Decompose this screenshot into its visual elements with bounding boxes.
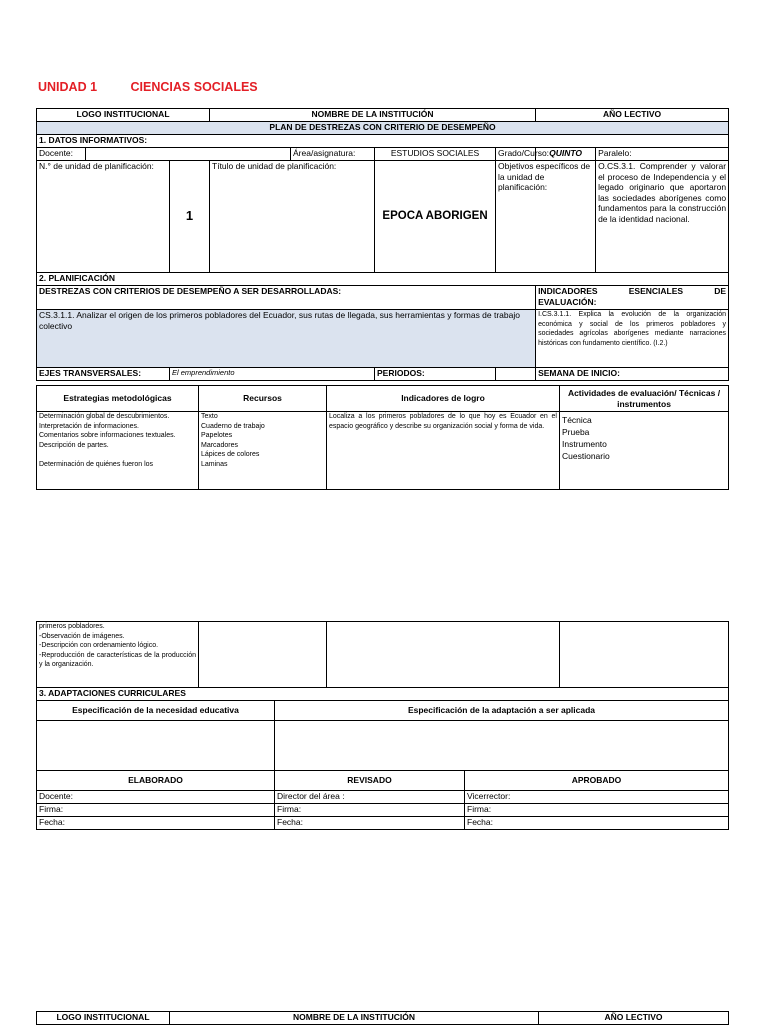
col-estrategias: Estrategias metodológicas xyxy=(37,386,199,412)
section-adaptaciones: 3. ADAPTACIONES CURRICULARES xyxy=(37,688,729,701)
list-item xyxy=(39,450,196,460)
unit-label: UNIDAD 1 xyxy=(38,80,98,94)
elaborado-header: ELABORADO xyxy=(37,771,275,791)
list-item: Laminas xyxy=(201,460,228,468)
estrategias-list-p1 xyxy=(37,412,199,490)
actividades-cell-p2 xyxy=(560,622,729,688)
institution-name-cell: NOMBRE DE LA INSTITUCIÓN xyxy=(210,109,536,122)
ejes-label: EJES TRANSVERSALES: xyxy=(37,368,170,381)
docente-sign-label: Docente: xyxy=(37,791,275,804)
subject-label: CIENCIAS SOCIALES xyxy=(130,80,258,94)
list-item: Marcadores xyxy=(201,441,238,449)
necesidad-cell[interactable] xyxy=(37,721,275,771)
list-item: -Reproducción de características de la producción y la organización. xyxy=(39,651,196,668)
aprobado-header: APROBADO xyxy=(465,771,729,791)
list-item: Determinación global de descubrimientos. xyxy=(39,413,170,420)
school-year-cell: AÑO LECTIVO xyxy=(536,109,729,122)
firma-label: Firma: xyxy=(37,804,275,817)
list-item: Interpretación de informaciones. xyxy=(39,422,139,430)
list-item: Prueba xyxy=(562,427,590,437)
unit-title-label: Título de unidad de planificación: xyxy=(210,161,375,273)
school-year-cell: AÑO LECTIVO xyxy=(539,1012,729,1025)
vicerrector-sign-label: Vicerrector: xyxy=(465,791,729,804)
document-title xyxy=(38,80,258,94)
list-item: Comentarios sobre informaciones textuales. xyxy=(39,432,176,439)
adaptacion-header: Especificación de la adaptación a ser aplicada xyxy=(275,701,729,721)
periodos-value[interactable] xyxy=(496,368,536,381)
recursos-list xyxy=(199,412,327,490)
ejes-value: El emprendimiento xyxy=(170,368,375,381)
institution-name-cell: NOMBRE DE LA INSTITUCIÓN xyxy=(170,1012,539,1025)
revisado-header: REVISADO xyxy=(275,771,465,791)
fecha-label: Fecha: xyxy=(275,817,465,830)
list-item: Papelotes xyxy=(201,432,233,439)
necesidad-header: Especificación de la necesidad educativa xyxy=(37,701,275,721)
col-indicadores-logro: Indicadores de logro xyxy=(327,386,560,412)
col-actividades: Actividades de evaluación/ Técnicas / instrumentos xyxy=(560,386,729,412)
unit-number-label: N.° de unidad de planificación: xyxy=(37,161,170,273)
actividades-list xyxy=(560,412,729,490)
section-datos: 1. DATOS INFORMATIVOS: xyxy=(37,135,729,148)
estrategias-list-p2 xyxy=(37,622,199,688)
plan-title: PLAN DE DESTREZAS CON CRITERIO DE DESEMPEÑO xyxy=(37,122,729,135)
objectives-value: O.CS.3.1. Comprender y valorar el proceso de Independencia y el legado originario que aportaron las sociedades aborígenes como fundamentos para la construcción de la identidad nacional. xyxy=(596,161,729,273)
firma-label: Firma: xyxy=(465,804,729,817)
area-label: Área/asignatura: xyxy=(291,148,375,161)
list-item: -Observación de imágenes. xyxy=(39,632,125,640)
list-item: Determinación de quiénes fueron los xyxy=(39,460,154,468)
list-item: Instrumento xyxy=(562,439,607,449)
list-item: Lápices de colores xyxy=(201,451,260,458)
fecha-label: Fecha: xyxy=(465,817,729,830)
indicadores-cell-p2 xyxy=(327,622,560,688)
unit-title-value: EPOCA ABORIGEN xyxy=(375,161,496,273)
adaptaciones-table xyxy=(36,687,729,830)
list-item: Técnica xyxy=(562,415,592,425)
recursos-cell-p2 xyxy=(199,622,327,688)
indicador-logro-text: Localiza a los primeros pobladores de lo que hoy es Ecuador en el espacio geográfico y describe su organización social y forma de vida. xyxy=(327,412,560,490)
col-recursos: Recursos xyxy=(199,386,327,412)
adaptacion-cell[interactable] xyxy=(275,721,729,771)
fecha-label: Fecha: xyxy=(37,817,275,830)
destrezas-header: DESTREZAS CON CRITERIOS DE DESEMPEÑO A SER DESARROLLADAS: xyxy=(37,286,536,310)
plan-table-page3 xyxy=(36,1011,729,1025)
list-item: Texto xyxy=(201,413,218,420)
destreza-text: CS.3.1.1. Analizar el origen de los primeros pobladores del Ecuador, sus rutas de llegada, sus herramientas y formas de trabajo colectivo xyxy=(37,310,536,368)
logo-cell: LOGO INSTITUCIONAL xyxy=(37,1012,170,1025)
section-planificacion: 2. PLANIFICACIÓN xyxy=(37,273,729,286)
strategy-table-page2 xyxy=(36,621,729,688)
list-item: Descripción de partes. xyxy=(39,441,109,449)
docente-value[interactable] xyxy=(86,148,291,161)
firma-label: Firma: xyxy=(275,804,465,817)
indicadores-header: INDICADORES ESENCIALES DE EVALUACIÓN: xyxy=(536,286,729,310)
docente-label: Docente: xyxy=(37,148,86,161)
strategy-table-page1 xyxy=(36,385,729,490)
objectives-label: Objetivos específicos de la unidad de planificación: xyxy=(496,161,596,273)
list-item: -Descripción con ordenamiento lógico. xyxy=(39,642,159,649)
periodos-label: PERIODOS: xyxy=(375,368,496,381)
paralelo-label: Paralelo: xyxy=(596,148,729,161)
director-sign-label: Director del área : xyxy=(275,791,465,804)
list-item: primeros pobladores. xyxy=(39,623,105,630)
plan-table-page1 xyxy=(36,108,729,381)
unit-number-value: 1 xyxy=(170,161,210,273)
logo-cell: LOGO INSTITUCIONAL xyxy=(37,109,210,122)
indicador-text: I.CS.3.1.1. Explica la evolución de la organización económica y social de los primeros pobladores y sociedades agrícolas aborígenes mediante narraciones históricas con fundamento científico. (I.2.) xyxy=(536,310,729,368)
semana-label: SEMANA DE INICIO: xyxy=(536,368,729,381)
grado-value: QUINTO xyxy=(536,148,596,161)
grado-label: Grado/Curso: xyxy=(496,148,536,161)
list-item: Cuestionario xyxy=(562,451,610,461)
list-item: Cuaderno de trabajo xyxy=(201,422,265,430)
area-value: ESTUDIOS SOCIALES xyxy=(375,148,496,161)
